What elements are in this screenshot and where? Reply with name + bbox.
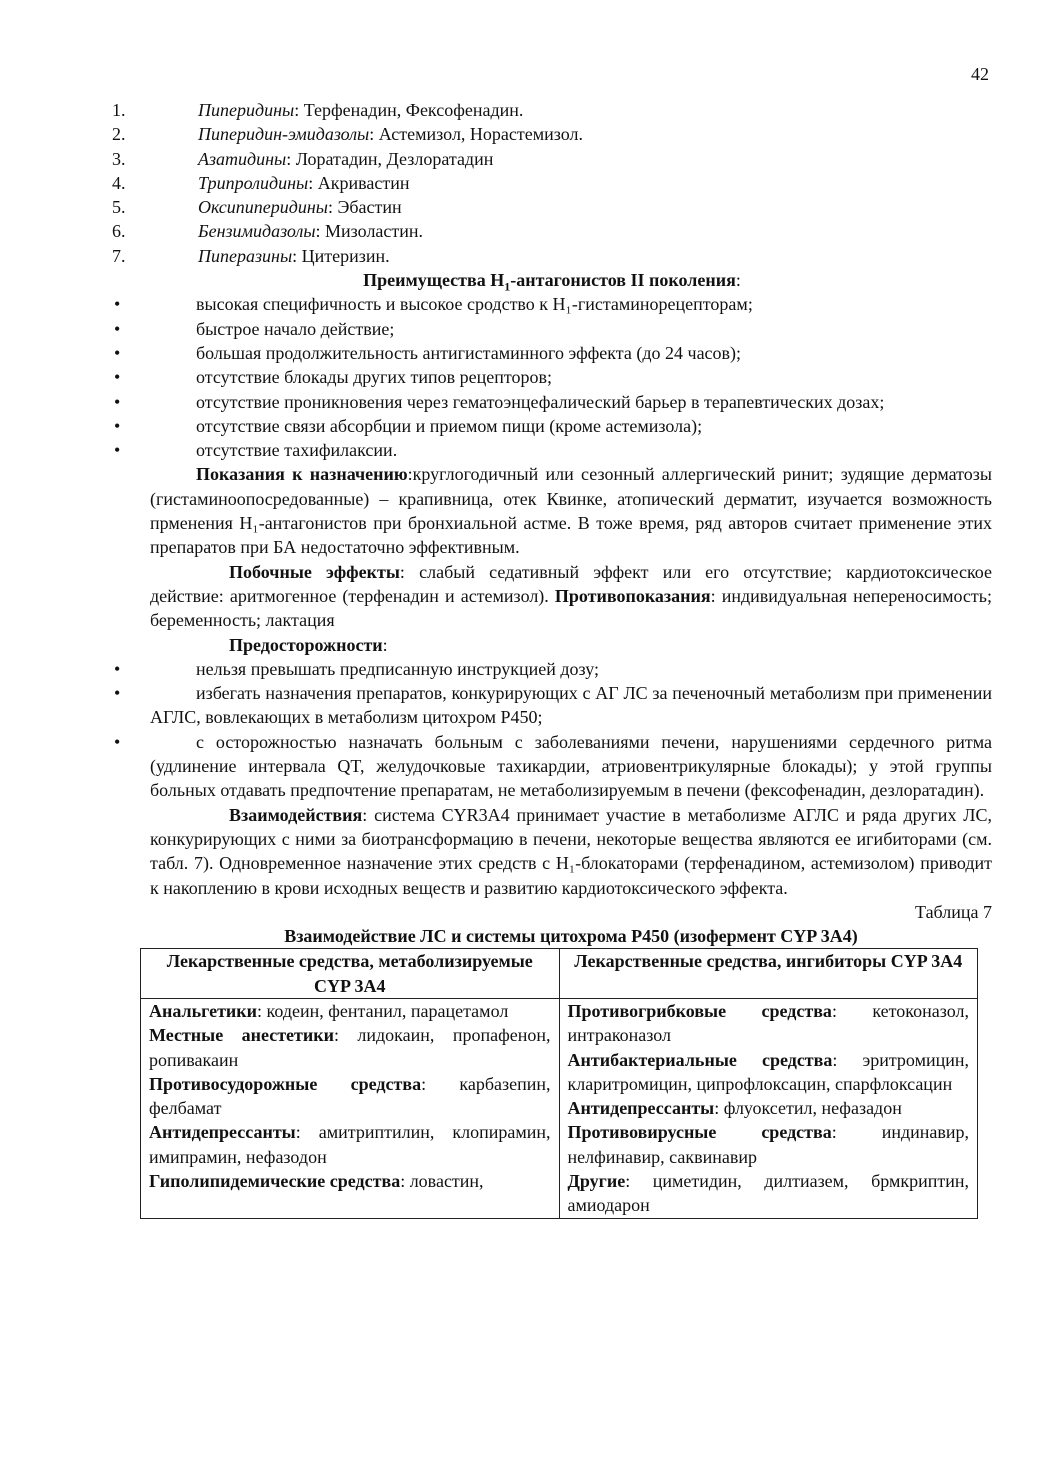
interactions-paragraph: Взаимодействия: система CYR3A4 принимает участие в метаболизме АГЛС и ряда других ЛС, конкурирующих с ними за биотрансформацию в печени, некоторые вещества являются ее игибиторами (см. табл. 7). Одновременное назначение этих средств с H₁-блокаторами (терфенадином, астемизолом) приводит к накоплению в крови исходных веществ и развитию кардиотоксического эффекта. — [150, 804, 992, 898]
table-header-cell: Лекарственные средства, метаболизируемые CYP 3А4 — [141, 949, 560, 999]
table-entry: Противосудорожные средства: карбазепин, фелбамат — [149, 1073, 551, 1119]
table-entry: Противовирусные средства: индинавир, нелфинавир, саквинавир — [567, 1122, 970, 1167]
table-title: Взаимодействие ЛС и системы цитохрома Р450 (изофермент CYP 3А4) — [284, 926, 858, 947]
advantages-heading: Преимущества $H_1$-антагонистов II поколения: — [363, 270, 741, 294]
table-row — [141, 998, 978, 1218]
page-number: 42 — [971, 64, 989, 84]
indications-paragraph: Показания к назначению:круглогодичный или сезонный аллергический ринит; зудящие дерматозы (гистаминоопосредованные) – крапивница, отек Квинке, атопический дерматит, изучается возможность прменения H₁-антагонистов при бронхиальной астме. В тоже время, ряд авторов считает применение этих препаратов при БА недостаточно эффективным. — [150, 464, 992, 558]
advantages-list — [112, 292, 992, 462]
table-header-row — [141, 949, 978, 999]
list-item: 3. Азатидины: Лоратадин, Дезлоратадин — [112, 148, 494, 169]
list-item: • высокая специфичность и высокое сродство к H₁-гистаминорецепторам; — [112, 292, 992, 316]
table-entry: Гиполипидемические средства: ловастин, — [149, 1171, 484, 1192]
table-entry: Антидепрессанты: амитриптилин, клопирамин, имипрамин, нефазодон — [149, 1122, 551, 1167]
list-item: • отсутствие блокады других типов рецепторов; — [112, 365, 992, 389]
list-item: • быстрое начало действие; — [112, 317, 992, 341]
list-item: 5. Оксипиперидины: Эбастин — [112, 197, 402, 218]
list-item: 2. Пиперидин-эмидазолы: Астемизол, Норастемизол. — [112, 124, 584, 145]
list-item: 1. Пиперидины: Терфенадин, Фексофенадин. — [112, 100, 524, 120]
table-entry: Антибактериальные средства: эритромицин, кларитромицин, ципрофлоксацин, спарфлоксацин — [567, 1049, 970, 1094]
list-item: • большая продолжительность антигистаминного эффекта (до 24 часов); — [112, 341, 992, 365]
list-item: • с осторожностью назначать больным с заболеваниями печени, нарушениями сердечного ритма (удлинение интервала QT, желудочковые тахикардии, атриовентрикулярные блокады); у этой группы больных отдавать предпочтение препаратам, не метаболизируемым в печени (фексофенадин, дезлоратадин). — [112, 730, 992, 803]
table-entry: Другие: циметидин, дилтиазем, брмкриптин, амиодарон — [567, 1171, 969, 1216]
table-entry: Местные анестетики: лидокаин, пропафенон, ропивакаин — [149, 1025, 551, 1070]
list-item: • избегать назначения препаратов, конкурирующих с АГ ЛС за печеночный метаболизм при применении АГЛС, вовлекающих в метаболизм цитохром Р450; — [112, 681, 992, 730]
list-item: • отсутствие тахифилаксии. — [112, 438, 992, 462]
list-item: • нельзя превышать предписанную инструкцией дозу; — [112, 657, 992, 681]
table-entry: Анальгетики: кодеин, фентанил, парацетамол — [149, 1000, 509, 1021]
list-item: 6. Бензимидазолы: Мизоластин. — [112, 221, 424, 242]
table-header-cell: Лекарственные средства, ингибиторы CYP 3А4 — [559, 949, 978, 999]
table-caption: Таблица 7 — [915, 901, 992, 922]
cyp3a4-table — [140, 948, 978, 1218]
numbered-list — [112, 98, 992, 268]
precautions-heading: Предосторожности: — [229, 634, 388, 655]
side-effects-paragraph: Побочные эффекты: слабый седативный эффект или его отсутствие; кардиотоксическое действие: аритмогенное (терфенадин и астемизол). Противопоказания: индивидуальная непереносимость; беременность; лактация — [150, 561, 993, 631]
precautions-list — [112, 657, 992, 803]
table-entry: Антидепрессанты: флуоксетил, нефазадон — [567, 1098, 902, 1119]
list-item: • отсутствие связи абсорбции и приемом пищи (кроме астемизола); — [112, 414, 992, 438]
table-entry: Противогрибковые средства: кетоконазол, интраконазол — [567, 1000, 969, 1046]
list-item: 4. Трипролидины: Акривастин — [112, 172, 410, 193]
table-cell-metabolized — [141, 998, 560, 1218]
list-item: 7. Пиперазины: Цитеризин. — [112, 245, 390, 266]
table-cell-inhibitors — [559, 998, 978, 1218]
page-content — [112, 98, 992, 1219]
list-item: • отсутствие проникновения через гематоэнцефалический барьер в терапевтических дозах; — [112, 390, 992, 414]
